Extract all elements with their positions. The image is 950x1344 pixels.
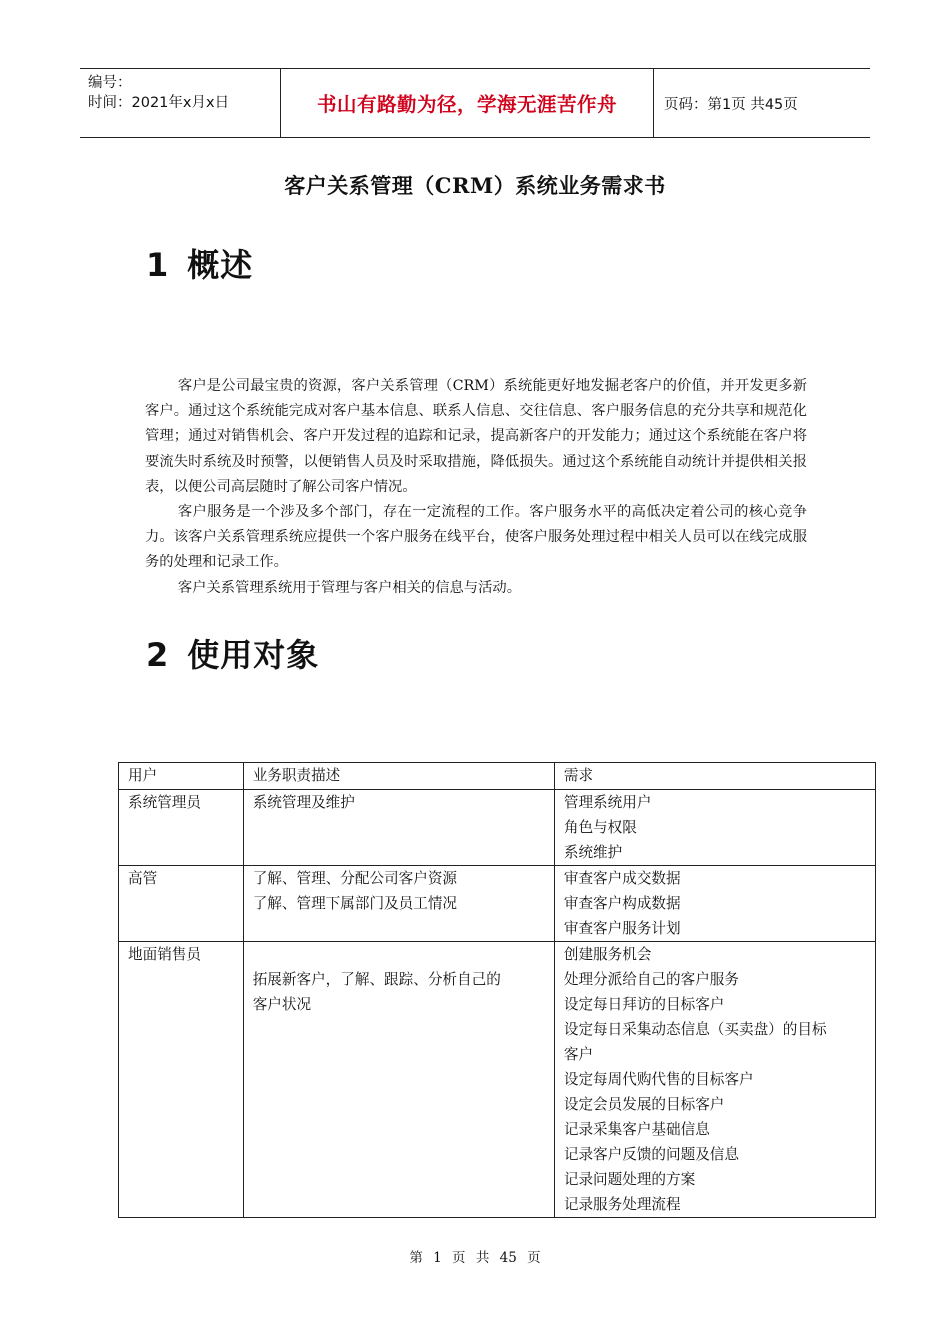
section-heading-overview <box>146 240 253 286</box>
duty-line: 系统管理及维护 <box>252 794 355 811</box>
table-header-row <box>119 763 876 790</box>
cell-user: 高管 <box>119 866 244 942</box>
need-line: 记录客户反馈的问题及信息 <box>563 1146 739 1163</box>
paragraph: 客户是公司最宝贵的资源，客户关系管理（CRM）系统能更好地发掘老客户的价值，并开发更多新客户。通过这个系统能完成对客户基本信息、联系人信息、交往信息、客户服务信息的充分共享和规范化管理；通过对销售机会、客户开发过程的追踪和记录，提高新客户的开发能力；通过这个系统能在客户将要流失时系统及时预警，以便销售人员及时采取措施，降低损失。通过这个系统能自动统计并提供相关报表，以便公司高层随时了解公司客户情况。 <box>145 378 807 495</box>
duty-line <box>253 942 554 967</box>
duty-line: 客户状况 <box>252 996 312 1013</box>
need-line: 记录问题处理的方案 <box>563 1171 696 1188</box>
section-number: 1 <box>146 246 170 284</box>
cell-user: 地面销售员 <box>119 942 244 1218</box>
cell-needs <box>554 790 875 866</box>
duty-line: 了解、管理下属部门及员工情况 <box>252 895 458 912</box>
section-number: 2 <box>146 636 170 674</box>
need-line: 角色与权限 <box>563 819 637 836</box>
cell-needs <box>554 866 875 942</box>
need-line: 处理分派给自己的客户服务 <box>563 971 739 988</box>
table-row <box>119 790 876 866</box>
need-line: 审查客户成交数据 <box>563 870 681 887</box>
column-header-needs: 需求 <box>554 763 875 790</box>
header-meta <box>80 69 281 137</box>
overview-body <box>145 374 807 601</box>
need-line: 设定每日采集动态信息（买卖盘）的目标 <box>563 1021 827 1038</box>
need-line: 设定会员发展的目标客户 <box>563 1096 725 1113</box>
need-line: 系统维护 <box>563 844 623 861</box>
cell-duties <box>243 942 554 1218</box>
cell-duties <box>243 790 554 866</box>
need-line: 设定每周代购代售的目标客户 <box>563 1071 754 1088</box>
document-title: 客户关系管理（CRM）系统业务需求书 <box>284 173 666 198</box>
header-number-label: 编号： <box>88 75 132 91</box>
duty-line: 了解、管理、分配公司客户资源 <box>252 870 458 887</box>
page-footer: 第 1 页 共 45 页 <box>409 1250 541 1266</box>
cell-duties <box>243 866 554 942</box>
user-roles-table <box>118 762 876 1218</box>
column-header-duties: 业务职责描述 <box>243 763 554 790</box>
need-line: 记录服务处理流程 <box>563 1196 681 1213</box>
table-row <box>119 866 876 942</box>
paragraph: 客户关系管理系统用于管理与客户相关的信息与活动。 <box>177 579 521 596</box>
column-header-user: 用户 <box>119 763 244 790</box>
cell-user: 系统管理员 <box>119 790 244 866</box>
need-line: 管理系统用户 <box>563 794 652 811</box>
header-page-info: 页码：第1页 共45页 <box>664 96 798 113</box>
need-line: 记录采集客户基础信息 <box>563 1121 710 1138</box>
header-motto: 书山有路勤为径，学海无涯苦作舟 <box>281 69 654 137</box>
section-heading-users <box>146 630 319 676</box>
need-line: 创建服务机会 <box>563 946 652 963</box>
need-line: 客户 <box>563 1046 594 1063</box>
duty-line: 拓展新客户，了解、跟踪、分析自己的 <box>252 971 501 988</box>
need-line: 审查客户服务计划 <box>563 920 681 937</box>
paragraph: 客户服务是一个涉及多个部门，存在一定流程的工作。客户服务水平的高低决定着公司的核心竞争力。该客户关系管理系统应提供一个客户服务在线平台，使客户服务处理过程中相关人员可以在线完成服务的处理和记录工作。 <box>145 504 807 571</box>
document-header <box>80 68 870 138</box>
header-time-label: 时间：2021年x月x日 <box>88 95 230 111</box>
cell-needs <box>554 942 875 1218</box>
need-line: 设定每日拜访的目标客户 <box>563 996 725 1013</box>
section-title: 概述 <box>187 246 254 284</box>
need-line: 审查客户构成数据 <box>563 895 681 912</box>
table-row <box>119 942 876 1218</box>
section-title: 使用对象 <box>187 636 320 674</box>
